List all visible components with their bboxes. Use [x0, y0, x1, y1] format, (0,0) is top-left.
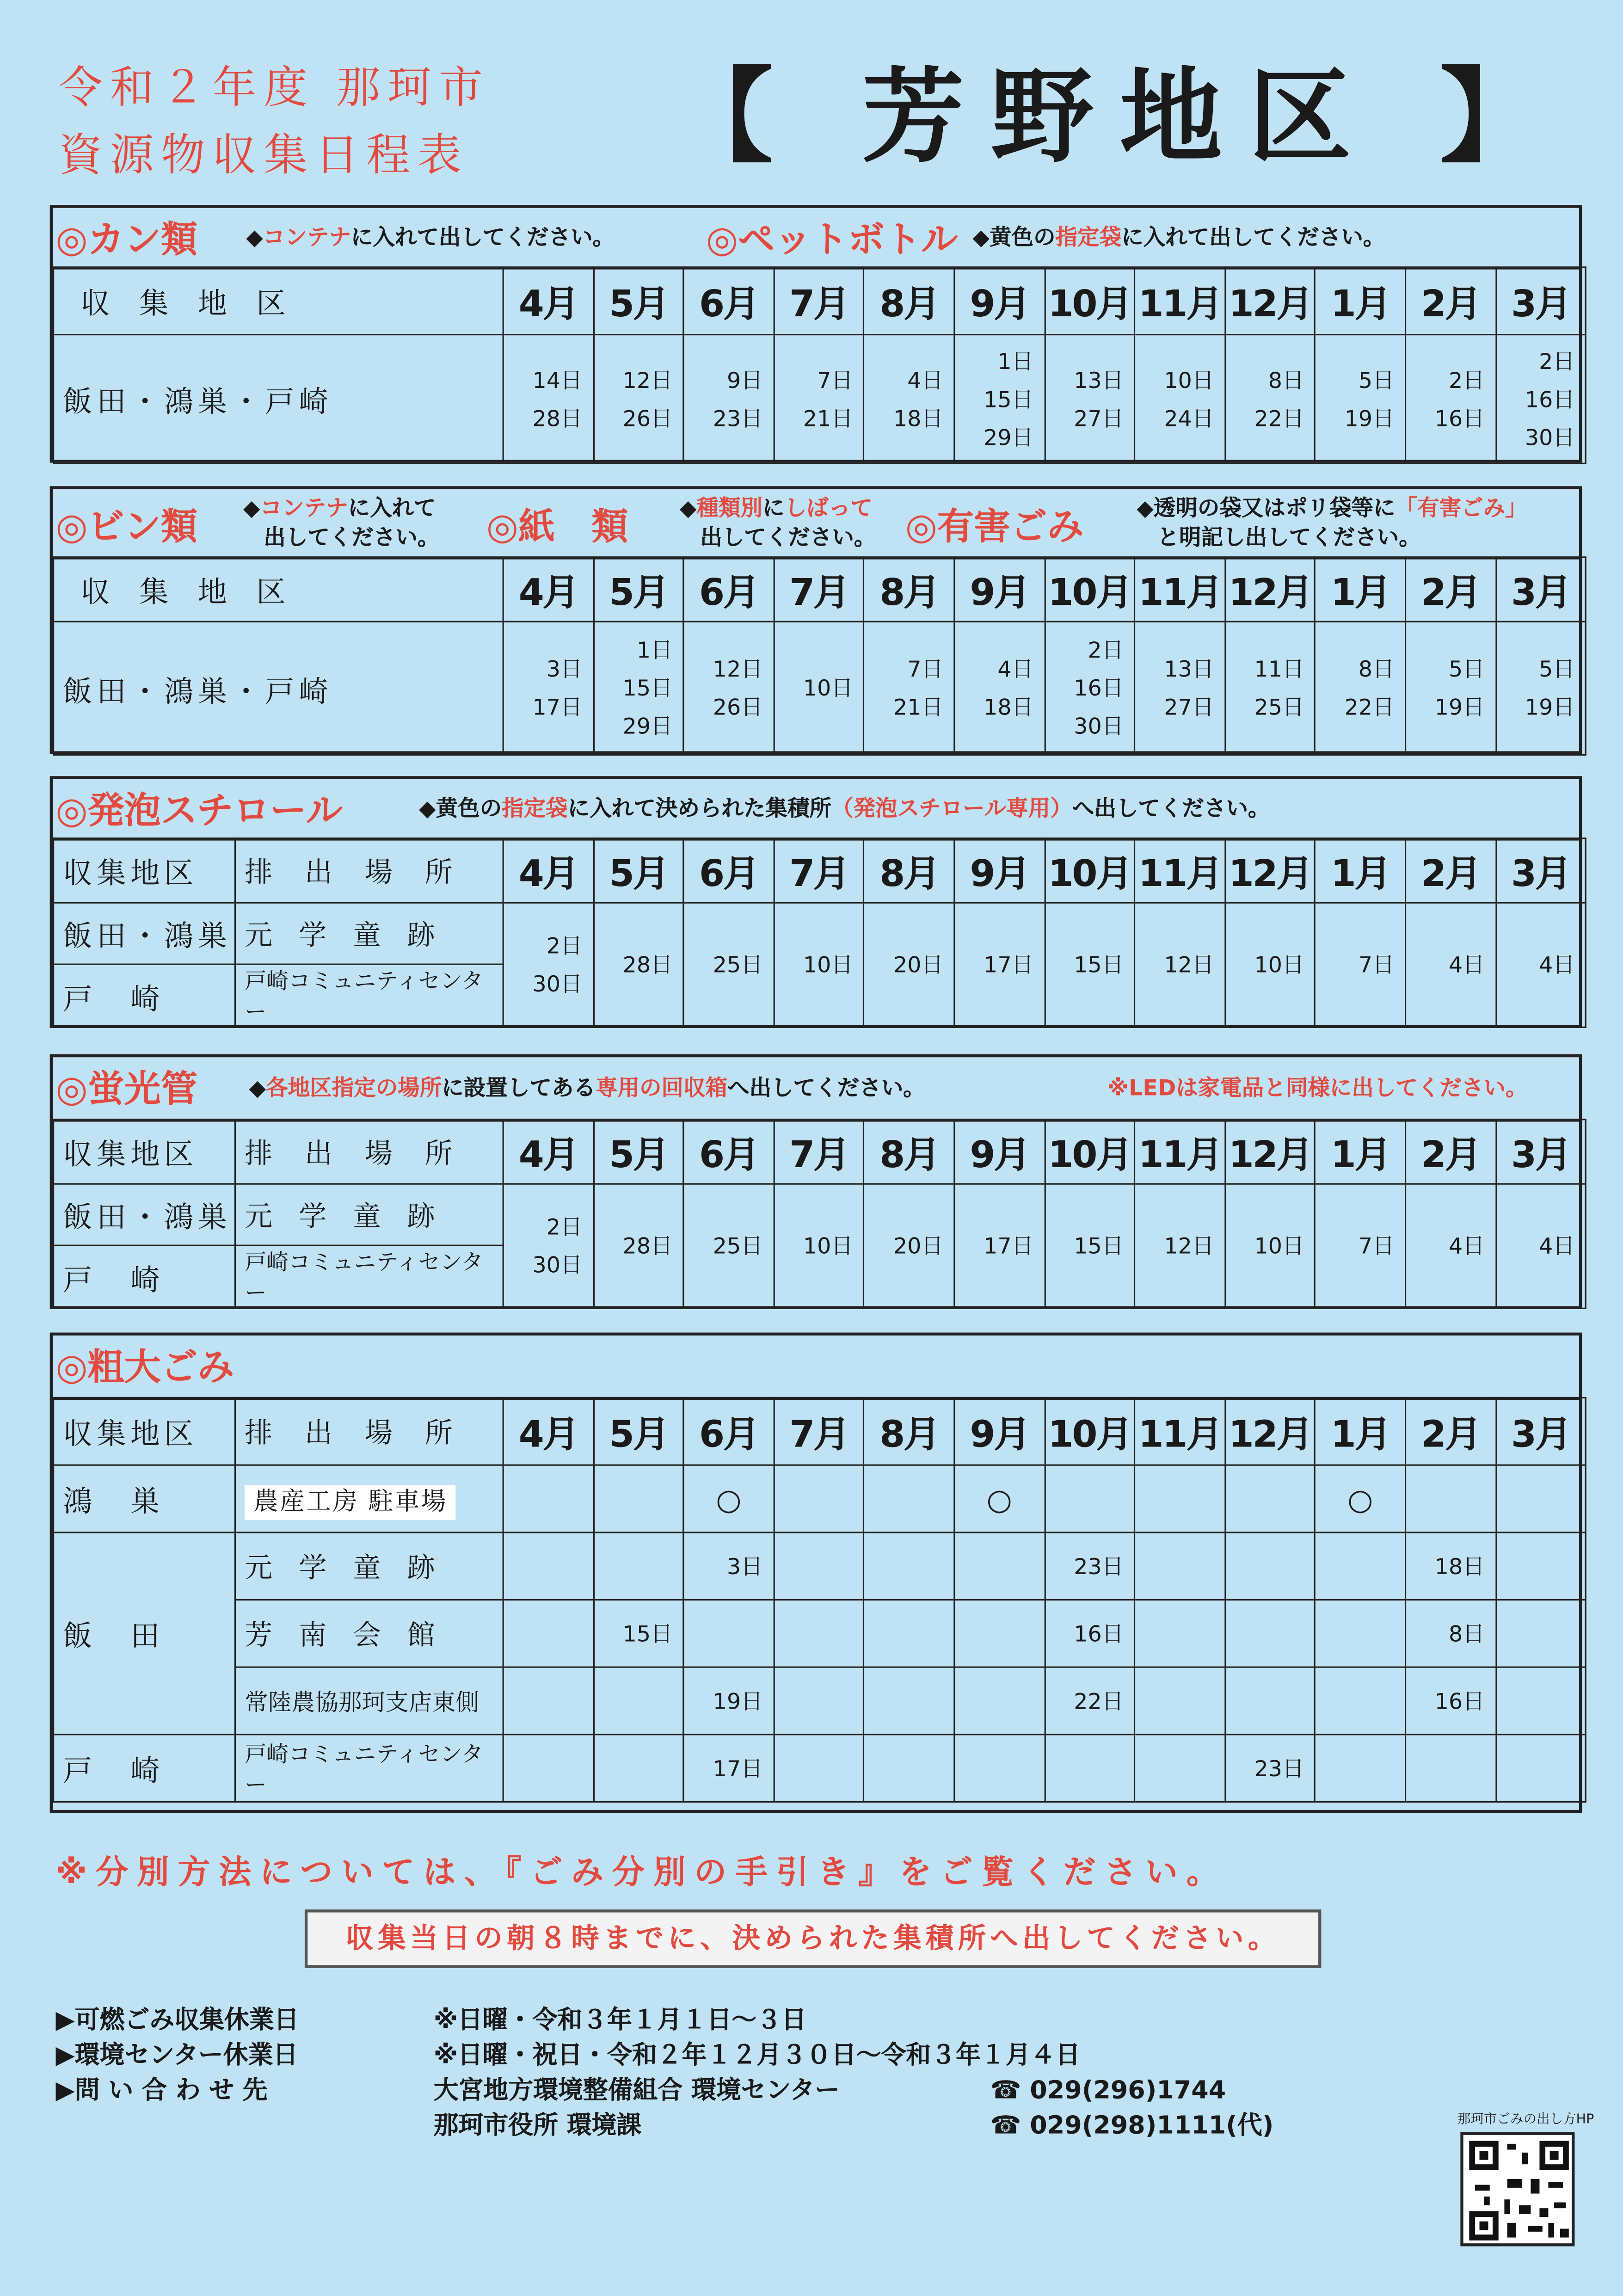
- schedule-cell: [1135, 1465, 1225, 1533]
- month-header: 3月: [1495, 557, 1586, 622]
- schedule-cell: 7日: [1315, 903, 1405, 1027]
- month-header: 3月: [1495, 267, 1586, 335]
- schedule-cell: 4日: [1405, 1184, 1495, 1308]
- schedule-cell: [864, 1600, 954, 1667]
- schedule-cell: 10日: [774, 903, 864, 1027]
- bulky-table: [53, 1397, 1586, 1803]
- month-header: 2月: [1405, 1120, 1495, 1184]
- schedule-cell: 13日 27日: [1045, 335, 1135, 464]
- month-header: 3月: [1495, 838, 1586, 903]
- place-col-header: 排出場所: [235, 838, 503, 903]
- schedule-cell: 8日 22日: [1225, 335, 1315, 464]
- area-cell: 鴻 巣: [54, 1465, 235, 1533]
- table-row: [54, 335, 1586, 464]
- month-header: 9月: [954, 1120, 1045, 1184]
- schedule-cell: ○: [1315, 1465, 1405, 1533]
- schedule-cell: [1315, 1533, 1405, 1600]
- schedule-cell: [1045, 1465, 1135, 1533]
- schedule-cell: [774, 1465, 864, 1533]
- note-red: 種類別: [696, 495, 763, 522]
- schedule-cell: 4日: [1495, 1184, 1586, 1308]
- schedule-cell: 8日 22日: [1315, 622, 1405, 755]
- schedule-cell: [503, 1735, 593, 1802]
- pet-title: ◎ペットボトル: [706, 218, 958, 261]
- note-text: に: [762, 495, 785, 522]
- month-header: 8月: [864, 267, 954, 335]
- month-header: 10月: [1045, 267, 1135, 335]
- styrofoam-title: ◎発泡スチロール: [55, 789, 343, 832]
- note-text: ◆透明の袋又はポリ袋等に: [1137, 495, 1396, 522]
- month-header: 10月: [1045, 838, 1135, 903]
- schedule-cell: 12日 26日: [593, 335, 683, 464]
- schedule-cell: [864, 1667, 954, 1735]
- schedule-cell: 12日 26日: [683, 622, 774, 755]
- place-cell: [235, 1465, 503, 1533]
- month-header: 11月: [1135, 1397, 1225, 1465]
- schedule-cell: [1135, 1533, 1225, 1600]
- month-header: 11月: [1135, 267, 1225, 335]
- footer-l1-label: ▶可燃ごみ収集休業日: [55, 2006, 299, 2036]
- month-header: 6月: [683, 557, 774, 622]
- schedule-cell: [1225, 1533, 1315, 1600]
- area-col-header: 収集地区: [54, 1397, 235, 1465]
- cans-section: [50, 205, 1582, 462]
- fluorescent-note: [249, 1075, 925, 1102]
- month-header: 5月: [593, 1397, 683, 1465]
- schedule-cell: 7日 21日: [864, 622, 954, 755]
- area-cell: 飯 田: [54, 1533, 235, 1735]
- schedule-cell: [1315, 1735, 1405, 1802]
- paper-note: [680, 493, 876, 552]
- table-row: [54, 1184, 1586, 1245]
- place-cell: 戸崎コミュニティセンター: [235, 964, 503, 1027]
- schedule-cell: [954, 1533, 1045, 1600]
- schedule-cell: [1495, 1735, 1586, 1802]
- schedule-cell: [954, 1600, 1045, 1667]
- schedule-cell: [1495, 1600, 1586, 1667]
- schedule-cell: [593, 1667, 683, 1735]
- month-header: 1月: [1315, 1397, 1405, 1465]
- area-col-header: 収集地区: [54, 267, 504, 335]
- table-row: [54, 1600, 1586, 1667]
- month-header: 10月: [1045, 557, 1135, 622]
- place-cell: 元学童跡: [235, 1184, 503, 1245]
- area-cell: 戸 崎: [54, 964, 235, 1027]
- month-header: 12月: [1225, 1120, 1315, 1184]
- schedule-cell: 28日: [593, 1184, 683, 1308]
- schedule-cell: [1315, 1667, 1405, 1735]
- note-text: 出してください。: [700, 524, 876, 551]
- bottles-section: [50, 486, 1582, 754]
- bulky-header: [53, 1336, 1579, 1400]
- bottles-header: [53, 489, 1579, 560]
- paper-title: ◎紙 類: [486, 505, 628, 548]
- schedule-cell: 3日 17日: [503, 622, 593, 755]
- place-label: 農産工房 駐車場: [245, 1485, 456, 1520]
- month-header: 4月: [503, 557, 593, 622]
- month-header: 9月: [954, 557, 1045, 622]
- note-red: 各地区指定の場所: [266, 1075, 442, 1102]
- schedule-cell: 23日: [1225, 1735, 1315, 1802]
- schedule-cell: [503, 1600, 593, 1667]
- month-header: 10月: [1045, 1397, 1135, 1465]
- month-header: 3月: [1495, 1397, 1586, 1465]
- schedule-cell: 8日: [1405, 1600, 1495, 1667]
- schedule-cell: [503, 1465, 593, 1533]
- month-header: 4月: [503, 1120, 593, 1184]
- cans-title: ◎カン類: [55, 218, 198, 261]
- month-header: 3月: [1495, 1120, 1586, 1184]
- area-cell: 戸 崎: [54, 1245, 235, 1308]
- fluorescent-title: ◎蛍光管: [55, 1067, 198, 1110]
- schedule-cell: 2日 16日: [1405, 335, 1495, 464]
- month-header: 1月: [1315, 838, 1405, 903]
- table-row: [54, 1533, 1586, 1600]
- schedule-cell: [1225, 1667, 1315, 1735]
- month-header: 12月: [1225, 267, 1315, 335]
- schedule-cell: 2日 30日: [503, 903, 593, 1027]
- month-header: 9月: [954, 267, 1045, 335]
- month-header: 2月: [1405, 838, 1495, 903]
- month-header: 12月: [1225, 1397, 1315, 1465]
- note-red: 専用の回収箱: [595, 1075, 728, 1102]
- schedule-cell: [954, 1667, 1045, 1735]
- note-bullet: ◆: [249, 1075, 266, 1102]
- schedule-cell: 12日: [1135, 1184, 1225, 1308]
- schedule-cell: [1495, 1667, 1586, 1735]
- styrofoam-table: [53, 837, 1586, 1028]
- area-cell: 飯田・鴻巣・戸崎: [54, 622, 504, 755]
- schedule-cell: 17日: [683, 1735, 774, 1802]
- area-col-header: 収集地区: [54, 1120, 235, 1184]
- schedule-cell: 17日: [954, 903, 1045, 1027]
- schedule-cell: [1135, 1667, 1225, 1735]
- schedule-cell: 16日: [1405, 1667, 1495, 1735]
- schedule-cell: 15日: [1045, 1184, 1135, 1308]
- table-header-row: [54, 1397, 1586, 1465]
- qr-caption: 那珂市ごみの出し方HP: [1457, 2113, 1594, 2128]
- schedule-cell: 5日 19日: [1405, 622, 1495, 755]
- schedule-cell: 23日: [1045, 1533, 1135, 1600]
- note-text: へ出してください。: [1072, 795, 1270, 822]
- schedule-cell: [593, 1465, 683, 1533]
- month-header: 5月: [593, 1120, 683, 1184]
- note-bullet: ◆: [243, 495, 260, 522]
- schedule-cell: [864, 1735, 954, 1802]
- schedule-cell: 16日: [1045, 1600, 1135, 1667]
- month-header: 12月: [1225, 838, 1315, 903]
- schedule-cell: 4日: [1405, 903, 1495, 1027]
- table-row: [54, 903, 1586, 964]
- fluorescent-section: [50, 1054, 1582, 1309]
- schedule-cell: 3日: [683, 1533, 774, 1600]
- title-line2: 資源物収集日程表: [58, 130, 469, 182]
- schedule-cell: 10日: [1225, 1184, 1315, 1308]
- schedule-cell: 4日 18日: [954, 622, 1045, 755]
- bulky-section: [50, 1333, 1582, 1813]
- month-header: 6月: [683, 267, 774, 335]
- note-text: に設置してある: [442, 1075, 596, 1102]
- place-cell: 常陸農協那珂支店東側: [235, 1667, 503, 1735]
- month-header: 5月: [593, 557, 683, 622]
- note-text: ◆黄色の: [972, 224, 1056, 251]
- schedule-cell: 25日: [683, 1184, 774, 1308]
- area-cell: 飯田・鴻巣: [54, 1184, 235, 1245]
- schedule-cell: 15日: [1045, 903, 1135, 1027]
- schedule-cell: 1日 15日 29日: [954, 335, 1045, 464]
- month-header: 8月: [864, 1120, 954, 1184]
- schedule-cell: 2日 16日 30日: [1495, 335, 1586, 464]
- pet-note: [972, 224, 1385, 252]
- schedule-cell: 13日 27日: [1135, 622, 1225, 755]
- schedule-cell: 12日: [1135, 903, 1225, 1027]
- schedule-cell: 7日: [1315, 1184, 1405, 1308]
- schedule-cell: ○: [954, 1465, 1045, 1533]
- hazardous-note: [1137, 493, 1527, 552]
- schedule-cell: 17日: [954, 1184, 1045, 1308]
- place-cell: 戸崎コミュニティセンター: [235, 1245, 503, 1308]
- footer-l2-value: ※日曜・祝日・令和２年１２月３０日～令和３年１月４日: [433, 2041, 1081, 2071]
- qr-code-icon[interactable]: [1460, 2132, 1574, 2247]
- schedule-cell: 4日: [1495, 903, 1586, 1027]
- schedule-cell: [1405, 1735, 1495, 1802]
- month-header: 9月: [954, 838, 1045, 903]
- table-header-row: [54, 1120, 1586, 1184]
- note-red: 指定袋: [502, 795, 568, 822]
- fluorescent-table: [53, 1119, 1586, 1309]
- phone-number: ☎ 029(298)1111(代): [990, 2111, 1274, 2141]
- schedule-cell: 2日 30日: [503, 1184, 593, 1308]
- schedule-cell: 15日: [593, 1600, 683, 1667]
- schedule-cell: 5日 19日: [1315, 335, 1405, 464]
- month-header: 8月: [864, 557, 954, 622]
- area-cell: 飯田・鴻巣・戸崎: [54, 335, 504, 464]
- month-header: 7月: [774, 267, 864, 335]
- schedule-cell: 10日: [1225, 903, 1315, 1027]
- table-header-row: [54, 557, 1586, 622]
- schedule-cell: [1135, 1735, 1225, 1802]
- note-text: 出してください。: [264, 524, 440, 551]
- schedule-cell: [593, 1735, 683, 1802]
- note-red: しばって: [784, 495, 873, 522]
- month-header: 6月: [683, 1120, 774, 1184]
- month-header: 2月: [1405, 267, 1495, 335]
- footer-l4-value: 那珂市役所 環境課: [433, 2111, 642, 2141]
- schedule-cell: 7日 21日: [774, 335, 864, 464]
- table-header-row: [54, 838, 1586, 903]
- month-header: 6月: [683, 1397, 774, 1465]
- schedule-cell: 20日: [864, 903, 954, 1027]
- note-text: に入れて出してください。: [1121, 224, 1385, 251]
- schedule-cell: [683, 1600, 774, 1667]
- schedule-cell: [774, 1533, 864, 1600]
- schedule-cell: 14日 28日: [503, 335, 593, 464]
- note-red: 「有害ごみ」: [1395, 495, 1527, 522]
- cans-header: [53, 208, 1579, 270]
- note-text: に入れて決められた集積所: [567, 795, 832, 822]
- schedule-cell: 2日 16日 30日: [1045, 622, 1135, 755]
- schedule-cell: 11日 25日: [1225, 622, 1315, 755]
- schedule-cell: [593, 1533, 683, 1600]
- month-header: 10月: [1045, 1120, 1135, 1184]
- schedule-cell: 9日 23日: [683, 335, 774, 464]
- month-header: 9月: [954, 1397, 1045, 1465]
- place-cell: 元学童跡: [235, 903, 503, 964]
- schedule-cell: [774, 1600, 864, 1667]
- month-header: 1月: [1315, 1120, 1405, 1184]
- month-header: 4月: [503, 267, 593, 335]
- district-banner: 【 芳野地区 】: [670, 57, 1568, 178]
- note-text: ◆黄色の: [419, 795, 502, 822]
- schedule-cell: 10日: [774, 622, 864, 755]
- schedule-cell: 10日 24日: [1135, 335, 1225, 464]
- styrofoam-header: [53, 779, 1579, 841]
- footer-l2-label: ▶環境センター休業日: [55, 2041, 298, 2071]
- footer-l1-value: ※日曜・令和３年１月１日～３日: [433, 2006, 807, 2036]
- hazardous-title: ◎有害ごみ: [905, 505, 1084, 548]
- schedule-cell: 28日: [593, 903, 683, 1027]
- month-header: 2月: [1405, 1397, 1495, 1465]
- schedule-cell: [1045, 1735, 1135, 1802]
- month-header: 7月: [774, 557, 864, 622]
- month-header: 2月: [1405, 557, 1495, 622]
- note-text: に入れて出してください。: [350, 224, 615, 251]
- month-header: 5月: [593, 267, 683, 335]
- area-col-header: 収集地区: [54, 838, 235, 903]
- schedule-cell: 19日: [683, 1667, 774, 1735]
- month-header: 11月: [1135, 838, 1225, 903]
- sorting-guide-notice: ※分別方法については、『ごみ分別の手引き』をご覧ください。: [55, 1855, 1228, 1892]
- table-row: [54, 1465, 1586, 1533]
- note-bullet: ◆: [679, 495, 697, 522]
- schedule-cell: [1225, 1465, 1315, 1533]
- title-line1: 令和２年度 那珂市: [58, 63, 490, 114]
- schedule-cell: [503, 1533, 593, 1600]
- month-header: 8月: [864, 1397, 954, 1465]
- schedule-cell: 4日 18日: [864, 335, 954, 464]
- note-red: （発泡スチロール専用）: [831, 795, 1072, 822]
- schedule-cell: [1405, 1465, 1495, 1533]
- month-header: 12月: [1225, 557, 1315, 622]
- month-header: 11月: [1135, 1120, 1225, 1184]
- month-header: 6月: [683, 838, 774, 903]
- place-cell: 元学童跡: [235, 1533, 503, 1600]
- note-text: へ出してください。: [727, 1075, 925, 1102]
- month-header: 5月: [593, 838, 683, 903]
- place-col-header: 排出場所: [235, 1397, 503, 1465]
- cans-table: [53, 266, 1586, 464]
- schedule-cell: [1135, 1600, 1225, 1667]
- schedule-cell: ○: [683, 1465, 774, 1533]
- schedule-cell: [1495, 1465, 1586, 1533]
- footer-l3-value: 大宮地方環境整備組合 環境センター: [433, 2076, 840, 2106]
- footer-l3-label: ▶問 い 合 わ せ 先: [55, 2076, 268, 2106]
- phone-number: ☎ 029(296)1744: [990, 2076, 1226, 2106]
- month-header: 8月: [864, 838, 954, 903]
- note-red: 指定袋: [1055, 224, 1122, 251]
- fluorescent-header: [53, 1057, 1579, 1121]
- cans-note: [246, 224, 615, 252]
- schedule-cell: 1日 15日 29日: [593, 622, 683, 755]
- schedule-cell: [864, 1465, 954, 1533]
- table-row: [54, 622, 1586, 755]
- note-red: コンテナ: [260, 495, 348, 522]
- place-cell: 芳南会館: [235, 1600, 503, 1667]
- schedule-cell: 5日 19日: [1495, 622, 1586, 755]
- bottles-note: [243, 493, 440, 552]
- month-header: 1月: [1315, 267, 1405, 335]
- month-header: 11月: [1135, 557, 1225, 622]
- note-text: に入れて: [348, 495, 436, 522]
- bottles-table: [53, 556, 1586, 756]
- schedule-cell: 20日: [864, 1184, 954, 1308]
- note-bullet: ◆: [246, 224, 263, 251]
- styrofoam-note: [419, 795, 1270, 823]
- schedule-cell: [503, 1667, 593, 1735]
- schedule-cell: [954, 1735, 1045, 1802]
- month-header: 4月: [503, 1397, 593, 1465]
- bulky-title: ◎粗大ごみ: [55, 1346, 234, 1388]
- schedule-cell: [774, 1735, 864, 1802]
- led-note: ※LEDは家電品と同様に出してください。: [1107, 1075, 1528, 1102]
- schedule-cell: [774, 1667, 864, 1735]
- area-cell: 飯田・鴻巣: [54, 903, 235, 964]
- schedule-cell: [864, 1533, 954, 1600]
- place-col-header: 排出場所: [235, 1120, 503, 1184]
- schedule-cell: 10日: [774, 1184, 864, 1308]
- table-header-row: [54, 267, 1586, 335]
- note-text: と明記し出してください。: [1157, 524, 1421, 551]
- place-cell: 戸崎コミュニティセンター: [235, 1735, 503, 1802]
- table-row: [54, 1667, 1586, 1735]
- schedule-cell: 18日: [1405, 1533, 1495, 1600]
- month-header: 7月: [774, 838, 864, 903]
- note-red: コンテナ: [263, 224, 351, 251]
- table-row: [54, 1735, 1586, 1802]
- month-header: 1月: [1315, 557, 1405, 622]
- schedule-cell: [1225, 1600, 1315, 1667]
- month-header: 7月: [774, 1120, 864, 1184]
- area-col-header: 収集地区: [54, 557, 504, 622]
- schedule-cell: [1495, 1533, 1586, 1600]
- month-header: 4月: [503, 838, 593, 903]
- area-cell: 戸 崎: [54, 1735, 235, 1802]
- bottles-title: ◎ビン類: [55, 505, 198, 548]
- deadline-notice: 収集当日の朝８時までに、決められた集積所へ出してください。: [305, 1909, 1322, 1968]
- month-header: 7月: [774, 1397, 864, 1465]
- schedule-cell: 25日: [683, 903, 774, 1027]
- schedule-cell: [1315, 1600, 1405, 1667]
- schedule-cell: 22日: [1045, 1667, 1135, 1735]
- styrofoam-section: [50, 776, 1582, 1028]
